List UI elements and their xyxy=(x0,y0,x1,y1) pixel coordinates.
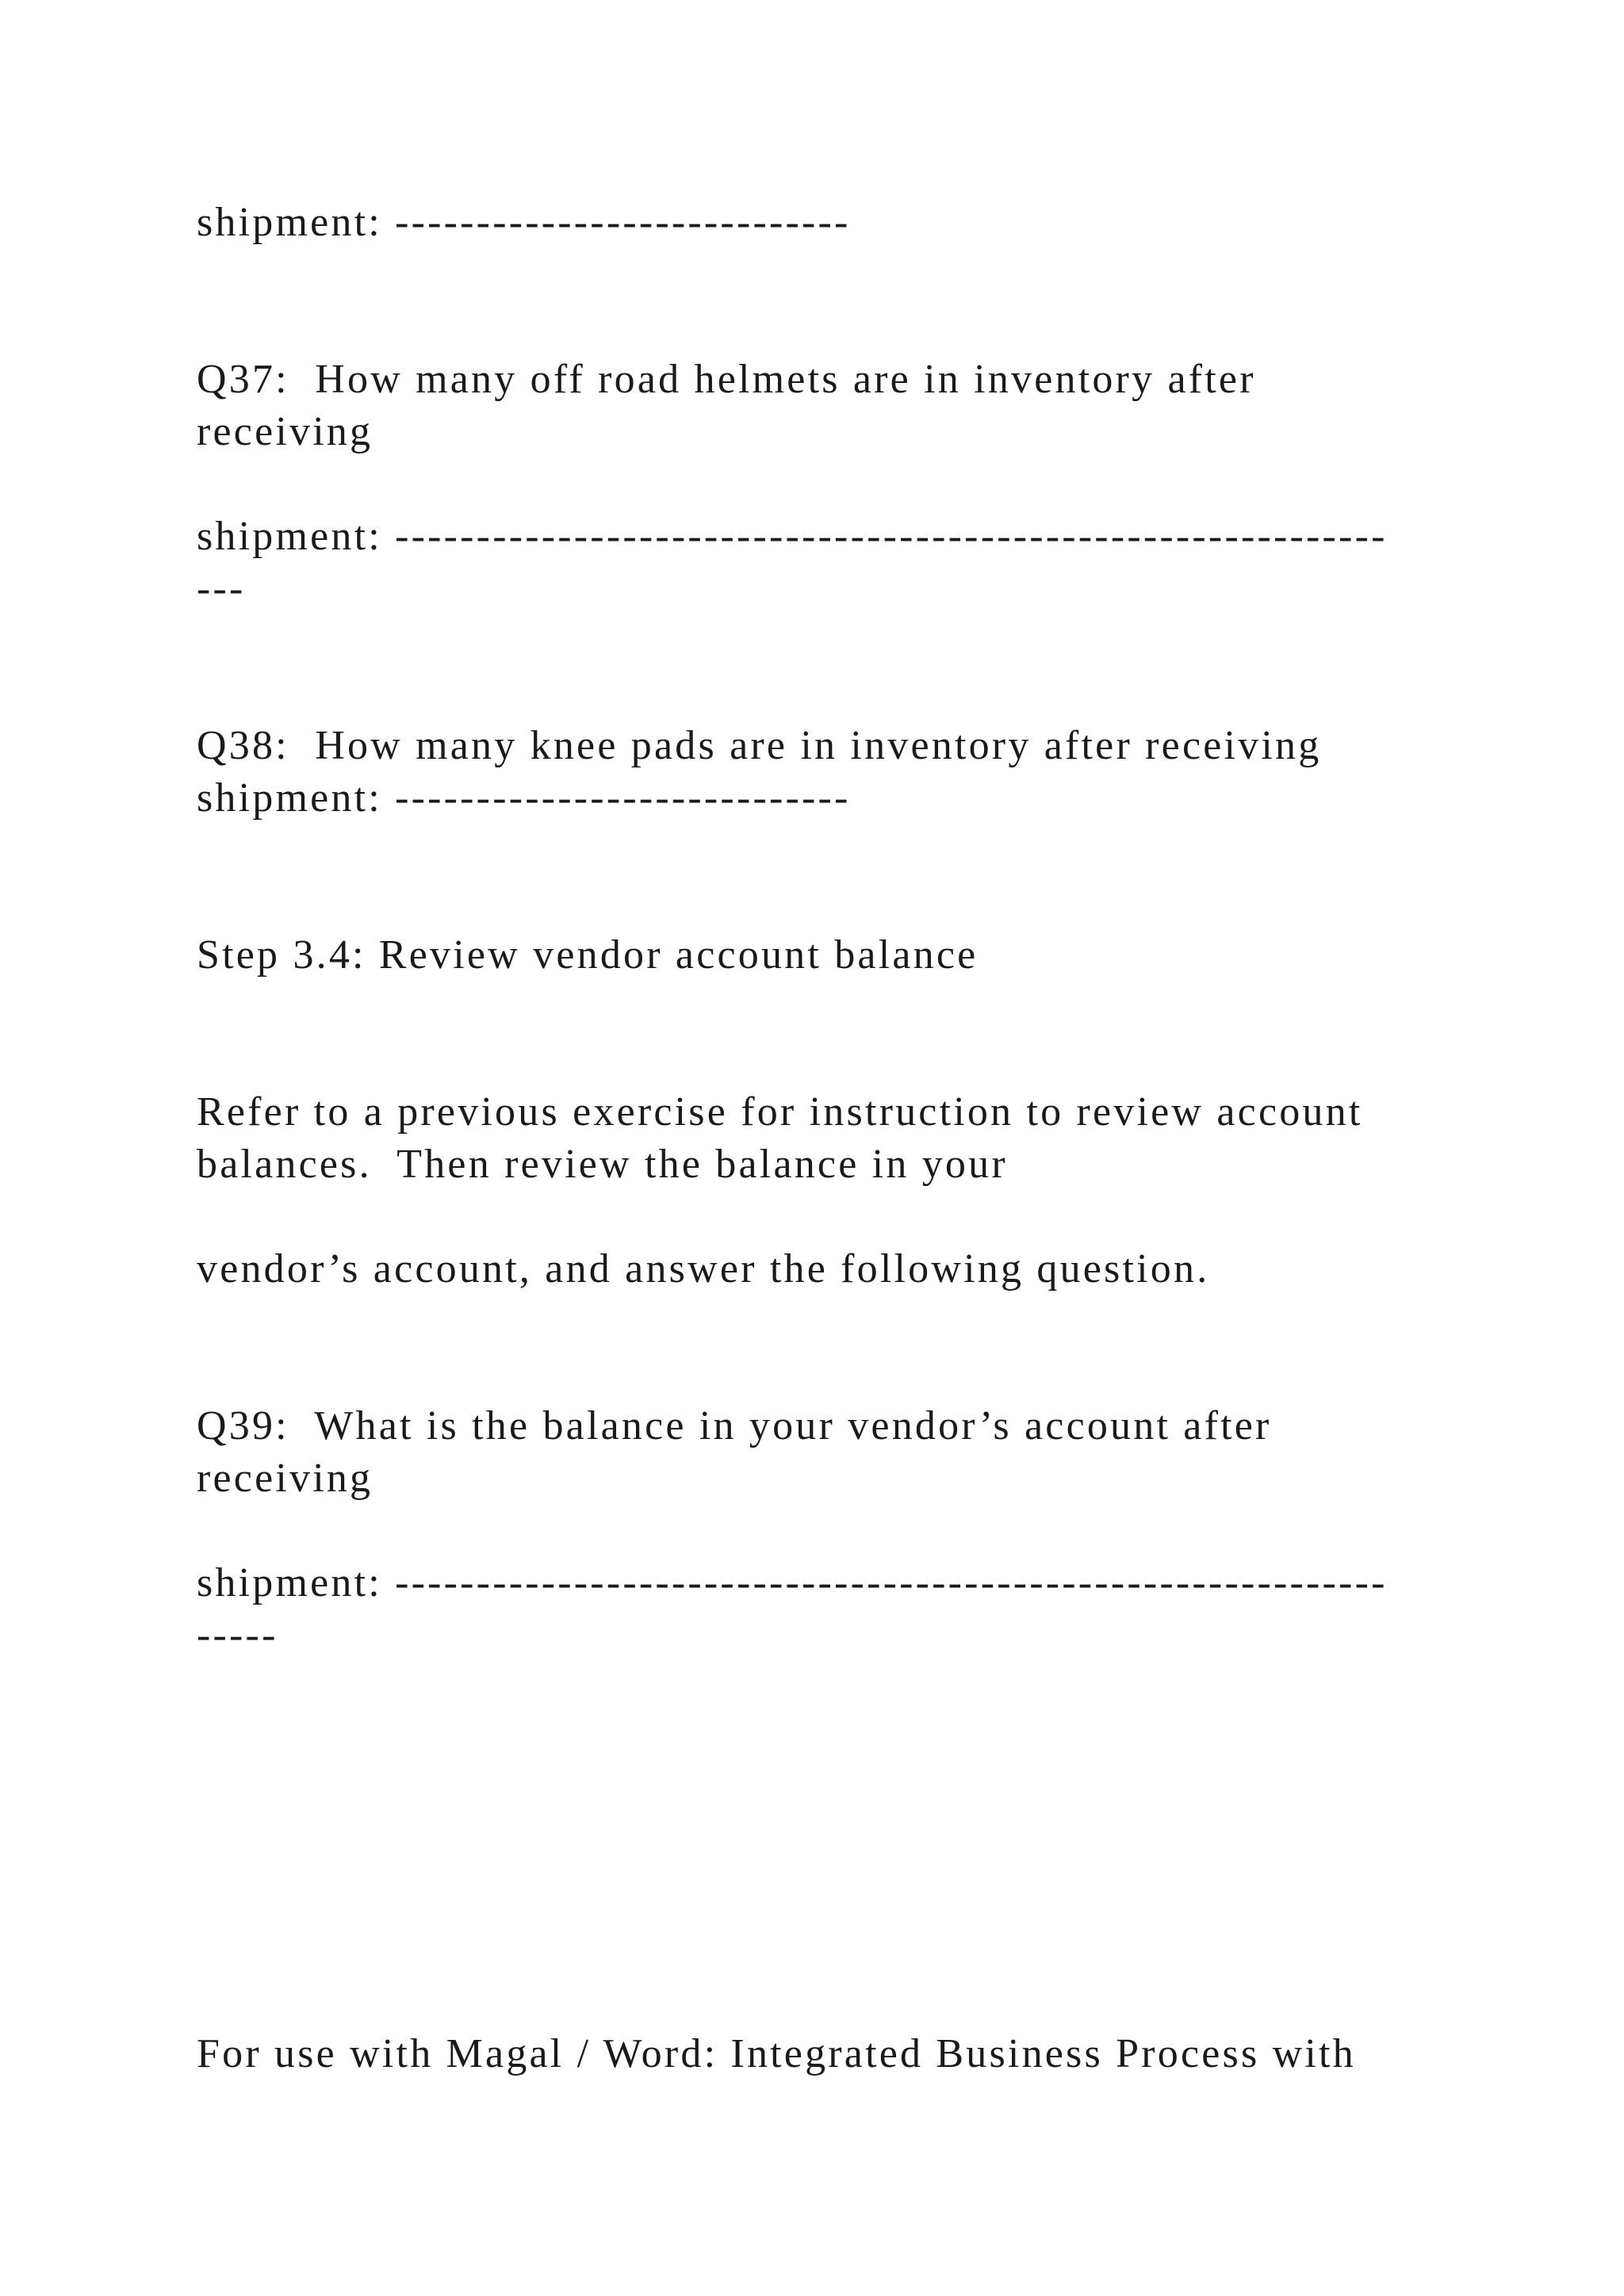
footer-text: For use with Magal / Word: Integrated Business Process with xyxy=(197,2031,1356,2076)
answer-line-q39: shipment: ------------------------------------------------------------- xyxy=(197,1560,1388,1605)
instruction-line-3: vendor’s account, and answer the following question. xyxy=(197,1246,1210,1292)
question-q39-line-1: Q39: What is the balance in your vendor’s account after xyxy=(197,1403,1272,1448)
answer-line-q37: shipment: ------------------------------------------------------------- xyxy=(197,514,1388,559)
answer-line-q38: shipment: ---------------------------- xyxy=(197,775,851,821)
step-heading: Step 3.4: Review vendor account balance xyxy=(197,932,979,978)
answer-line-q36: shipment: ---------------------------- xyxy=(197,200,851,245)
question-q37-line-2: receiving xyxy=(197,409,373,454)
answer-line-q37-continued: --- xyxy=(197,566,246,611)
instruction-line-1: Refer to a previous exercise for instruction to review account xyxy=(197,1089,1363,1135)
question-q38: Q38: How many knee pads are in inventory after receiving xyxy=(197,723,1322,768)
question-q37-line-1: Q37: How many off road helmets are in inventory after xyxy=(197,357,1256,402)
question-q39-line-2: receiving xyxy=(197,1456,373,1501)
answer-line-q39-continued: ----- xyxy=(197,1613,278,1658)
instruction-line-2: balances. Then review the balance in your xyxy=(197,1142,1008,1187)
